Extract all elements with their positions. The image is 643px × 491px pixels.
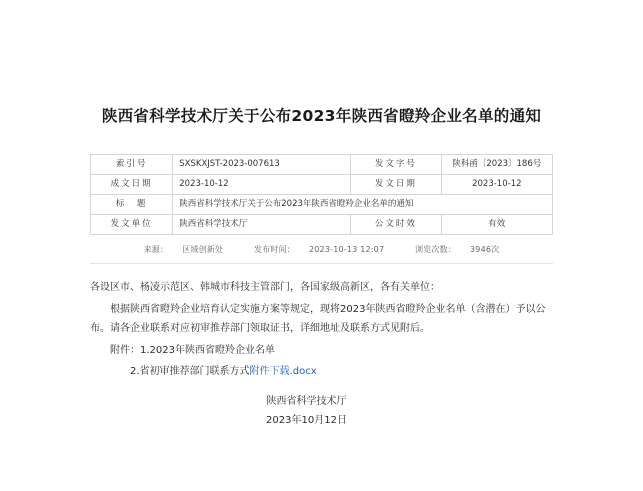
page-title: 陕西省科学技术厅关于公布2023年陕西省瞪羚企业名单的通知: [101, 107, 542, 125]
meta-label-index-number: 索引号: [91, 155, 173, 175]
attachment-line-2: [90, 362, 553, 382]
meta-label-doc-number: 发文字号: [351, 155, 442, 175]
views-label: 浏览次数：: [415, 245, 457, 255]
source-value: 区域创新处: [182, 245, 224, 255]
publish-info: [247, 245, 391, 254]
body-salutation: 各设区市、杨凌示范区、韩城市科技主管部门，各国家级高新区，各有关单位：: [90, 282, 440, 294]
table-row: [91, 155, 553, 175]
source-label: 来源：: [143, 245, 169, 255]
attachment-download-link[interactable]: 附件下载.docx: [249, 366, 317, 378]
attachment-item-2: 2.省初审推荐部门联系方式: [130, 366, 250, 378]
body-paragraph-1: 根据陕西省瞪羚企业培育认定实施方案等规定，现将2023年陕西省瞪羚企业名单（含潜在）予以公布。请各企业联系对应初审推荐部门领取证书，详细地址及联系方式见附后。: [90, 303, 546, 335]
signature-org: 陕西省科学技术厅: [266, 395, 347, 407]
meta-label-written-date: 成文日期: [91, 175, 173, 195]
source-info: [137, 245, 231, 254]
table-row: [91, 175, 553, 195]
views-info: [408, 245, 506, 254]
meta-value-issuing-unit: 陕西省科学技术厅: [173, 215, 351, 235]
horizontal-divider: [90, 263, 553, 264]
attachment-line-1: [90, 341, 553, 361]
attachment-label: 附件：: [110, 344, 140, 356]
meta-label-issue-date: 发文日期: [351, 175, 442, 195]
document-sub-meta: [90, 244, 553, 255]
document-signature: [90, 392, 553, 430]
document-meta-table: [90, 154, 553, 235]
meta-label-issuing-unit: 发文单位: [91, 215, 173, 235]
meta-value-issue-date: 2023-10-12: [441, 175, 552, 195]
meta-value-title: 陕西省科学技术厅关于公布2023年陕西省瞪羚企业名单的通知: [173, 195, 553, 215]
meta-value-validity: 有效: [441, 215, 552, 235]
meta-value-doc-number: 陕科函〔2023〕186号: [441, 155, 552, 175]
publish-label: 发布时间：: [253, 245, 295, 255]
meta-value-written-date: 2023-10-12: [173, 175, 351, 195]
meta-label-title: 标 题: [91, 195, 173, 215]
views-value: 3946次: [470, 245, 500, 255]
meta-value-index-number: SXSKXJST-2023-007613: [173, 155, 351, 175]
publish-value: 2023-10-13 12:07: [308, 245, 385, 255]
attachment-item-1: 1.2023年陕西省瞪羚企业名单: [140, 344, 275, 356]
table-row: [91, 195, 553, 215]
signature-date: 2023年10月12日: [266, 414, 347, 426]
meta-label-validity: 公文时效: [351, 215, 442, 235]
document-body: [90, 278, 553, 382]
table-row: [91, 215, 553, 235]
